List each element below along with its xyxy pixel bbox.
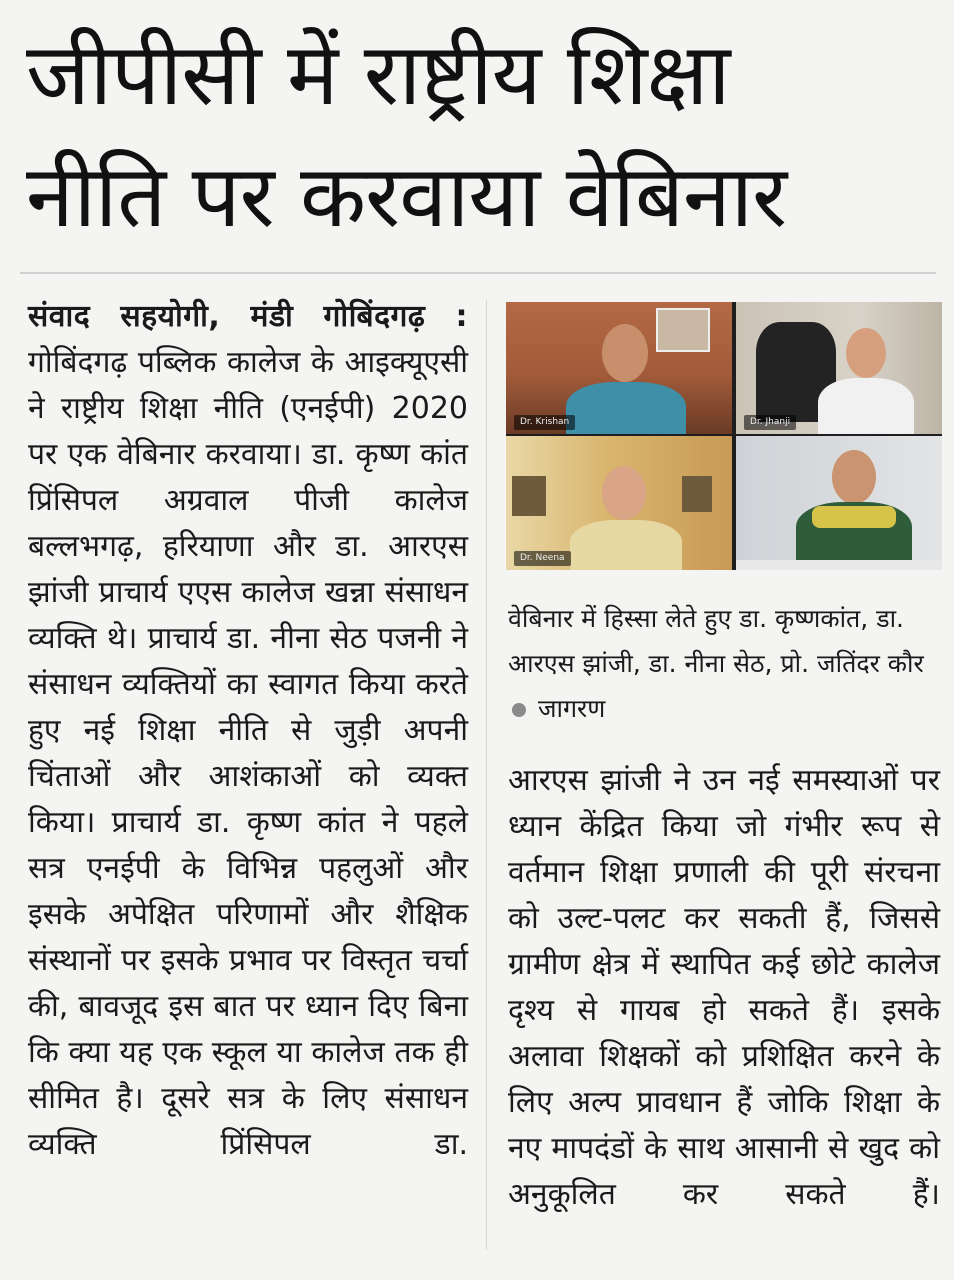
video-tile-3 (506, 436, 732, 570)
caption-credit: जागरण (537, 694, 606, 723)
video-tile-1 (506, 302, 732, 434)
article-body-right: आरएस झांजी ने उन नई समस्याओं पर ध्यान केंद्रित किया जो गंभीर रूप से वर्तमान शिक्षा प्रणाली की पूरी संरचना को उल्ट-पलट कर सकती हैं, जिससे ग्रामीण क्षेत्र में स्थापित कई छोटे कालेज दृश्य से गायब हो सकते हैं। इसके अलावा शिक्षकों को प्रशिक्षित करने के लिए अल्प प्रावधान हैं जोकि शिक्षा के नए मापदंडों के साथ आसानी से खुद को अनुकूलित कर सकते हैं। (508, 763, 940, 1212)
headline-line-1: जीपीसी में राष्ट्रीय शिक्षा (26, 25, 730, 125)
meeting-toolbar (736, 560, 942, 570)
article-body-left: गोबिंदगढ़ पब्लिक कालेज के आइक्यूएसी ने राष्ट्रीय शिक्षा नीति (एनईपी) 2020 पर एक वेबिनार करवाया। डा. कृष्ण कांत प्रिंसिपल अग्रवाल पीजी कालेज बल्लभगढ़, हरियाणा और डा. आरएस झांजी प्राचार्य एएस कालेज खन्ना संसाधन व्यक्ति थे। प्राचार्य डा. नीना सेठ पजनी ने संसाधन व्यक्तियों का स्वागत किया करते हुए नई शिक्षा नीति से जुड़ी अपनी चिंताओं और आशंकाओं को व्यक्त किया। प्राचार्य डा. कृष्ण कांत ने पहले सत्र एनईपी के विभिन्न पहलुओं और इसके अपेक्षित परिणामों और शैक्षिक संस्थानों पर इसके प्रभाव पर विस्तृत चर्चा की, बावजूद इस बात पर ध्यान दिए बिना कि क्या यह एक स्कूल या कालेज तक ही सीमित है। दूसरे सत्र के लिए संसाधन व्यक्ति प्रिंसिपल डा. (28, 345, 468, 1162)
headline (26, 14, 936, 258)
participant-1-nametag: Dr. Krishan (514, 415, 575, 430)
caption-bullet (512, 703, 526, 717)
column-divider (486, 300, 487, 1250)
headline-rule (20, 272, 936, 274)
article-column-left (28, 294, 468, 1168)
dateline: संवाद सहयोगी, मंडी गोबिंदगढ़ : (28, 299, 468, 334)
headline-line-2: नीति पर करवाया वेबिनार (26, 147, 787, 247)
webinar-photo (506, 302, 942, 570)
video-tile-2 (736, 302, 942, 434)
article-column-right (508, 758, 940, 1218)
video-tile-4 (736, 436, 942, 570)
participant-2-nametag: Dr. Jhanji (744, 415, 796, 430)
photo-caption (508, 596, 940, 731)
caption-text: वेबिनार में हिस्सा लेते हुए डा. कृष्णकांत, डा. आरएस झांजी, डा. नीना सेठ, प्रो. जतिंदर कौर (508, 604, 924, 678)
participant-3-nametag: Dr. Neena (514, 551, 571, 566)
